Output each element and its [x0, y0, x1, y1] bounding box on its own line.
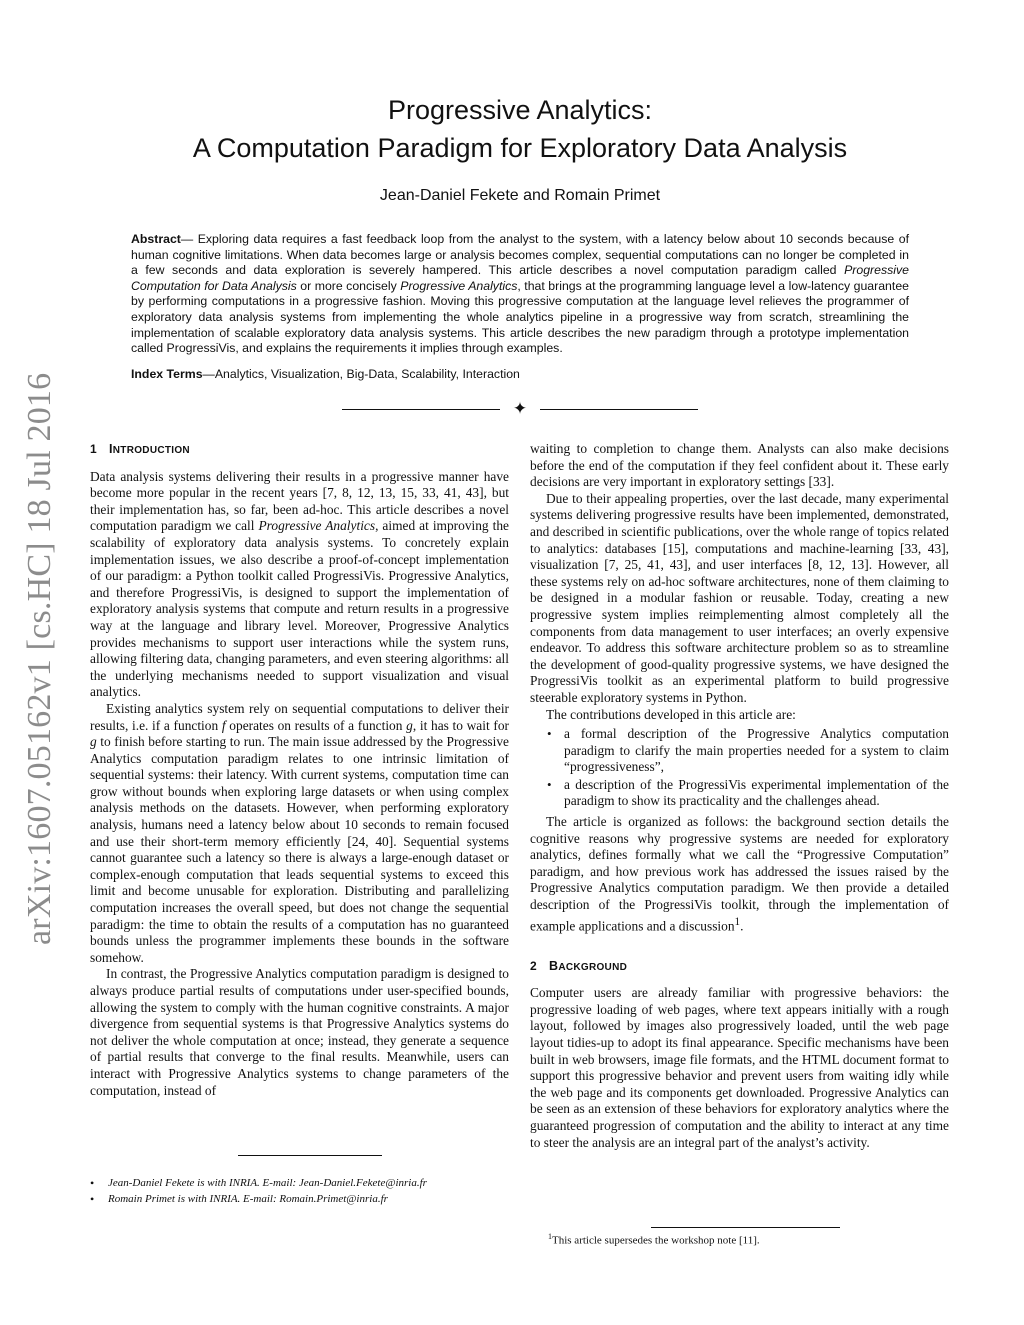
paragraph-text: Existing analytics system rely on sequential computations to deliver their results, i.e. if a function	[90, 700, 509, 733]
paragraph: In contrast, the Progressive Analytics computation paradigm is designed to always produce partial results of computations under user-specified bounds, allowing the system to comply with the human cognitive constraints. A major divergence from sequential systems is that Progressive Analytics systems do not deliver the whole computation at once; instead, they generate a sequence of partial results that converge to the final results. Meanwhile, users can interact with Progressive Analytics systems to change parameters of the computation, instead of	[90, 966, 509, 1098]
affiliation-footnote: • Jean-Daniel Fekete is with INRIA. E-mail: Jean-Daniel.Fekete@inria.fr	[90, 1175, 509, 1191]
section-divider	[342, 401, 698, 419]
left-column	[90, 441, 509, 1099]
paper-title-line-2: A Computation Paradigm for Exploratory Data Analysis	[192, 133, 848, 163]
paragraph-text: to finish before starting to run. The main issue addressed by the Progressive Analytics computation paradigm relates to one intrinsic limitation of sequential systems: their latency. With current systems, computation time can grow without bounds when exploring large datasets or when using complex analysis methods on the datasets. However, when performing exploratory analysis, humans need a latency below about 10 seconds to remain focused and use their short-term memory efficiently [24, 40]. Sequential systems cannot guarantee such a latency so there is always a large-enough dataset or complex-enough computation that leads sequential systems to exceed this limit and become unusable for exploration. Distributing and parallelizing computation increases the overall speed, but does not change the sequential paradigm: the time to obtain the results of a computation has no guaranteed bounds unless the programmer implements these bounds in the software somehow.	[90, 734, 509, 965]
footnote	[548, 1230, 760, 1248]
footnote-rule	[651, 1227, 840, 1228]
section-title-initial: B	[548, 958, 559, 973]
paragraph: Computer users are already familiar with progressive behaviors: the progressive loading of web pages, where text appears initially with a rough layout, followed by images also progressively loaded, until the web page layout tidies-up to adopt its final appearance. Specific mechanisms have been built in web browsers, image file formats, and the HTML document format to support this progressive behavior and prevent users from waiting idly while the web page and its components get downloaded. Progressive Analytics can be seen as an extension of these behaviors for exploratory analytics where the guaranteed progression of computation and the ability to interact at any time to steer the analysis are an integral part of the analyst’s activity.	[530, 985, 949, 1150]
paragraph-text: Data analysis systems delivering their results in a progressive manner have become more popular in the recent years [7, 8, 12, 13, 15, 33, 41, 43], but their implementation has, so far, been ad-hoc. This article describes a novel computation paradigm we call	[90, 468, 509, 534]
paragraph-text: , it has to wait for	[412, 717, 509, 733]
math-variable: g	[90, 734, 97, 750]
contributions-list	[530, 726, 949, 810]
arxiv-identifier-stamp: arXiv:1607.05162v1 [cs.HC] 18 Jul 2016	[21, 372, 58, 945]
abstract-emphasis: Progressive Analytics	[400, 278, 518, 293]
paragraph-text: , aimed at improving the scalability of exploratory data analysis systems. To concretely explain implementation issues, we also describe a proof-of-concept implementation of our paradigm: a Python toolkit called ProgressiVis. Progressive Analytics, and therefore ProgressiVis, is designed to support the implementation of exploratory analysis systems that compute and return results in a progressive way at the language and library level. Moreover, Progressive Analytics provides mechanisms to support user interactions while the system runs, allowing filtering data, changing parameters, and even steering algorithms: all the underlying mechanisms needed to support visualization and visual analytics.	[90, 518, 510, 700]
divider-rule-left	[342, 409, 500, 410]
abstract-text: Exploring data requires a fast feedback loop from the analyst to the system, with a latency below about 10 seconds because of human cognitive limitations. When data becomes large or analysis becomes complex, sequential computations can no longer be completed in a few seconds and data exploration is severely hampered. This article describes a novel computation paradigm called	[131, 232, 910, 278]
list-item: • a formal description of the Progressive Analytics computation paradigm to clarify the main properties needed for a system to claim “progressiveness”,	[530, 726, 949, 776]
section-number: 2	[530, 958, 537, 973]
affiliation-footnote: • Romain Primet is with INRIA. E-mail: Romain.Primet@inria.fr	[90, 1191, 509, 1207]
paper-title-line-1: Progressive Analytics:	[387, 95, 653, 125]
divider-diamond-icon: ✦	[512, 399, 528, 418]
math-variable: f	[221, 717, 226, 733]
section-number: 1	[90, 442, 97, 456]
paragraph	[90, 469, 509, 701]
affiliation-footnotes	[90, 1175, 509, 1207]
paper-title	[0, 91, 1024, 167]
footnote-rule	[238, 1155, 382, 1156]
divider-rule-right	[540, 409, 698, 410]
abstract-text: or more concisely	[296, 278, 401, 293]
section-title-rest: ACKGROUND	[558, 961, 628, 973]
index-terms-label: Index Terms	[131, 367, 203, 381]
paragraph	[90, 701, 509, 967]
abstract-label: Abstract	[131, 232, 181, 246]
paragraph-text: operates on results of a function	[225, 717, 407, 733]
section-heading-background	[530, 958, 949, 977]
author-list: Jean-Daniel Fekete and Romain Primet	[379, 187, 661, 204]
footnote-marker: 1	[548, 1232, 552, 1241]
paragraph: waiting to completion to change them. Analysts can also make decisions before the end of the computation if they feel confident about it. These early decisions are very important in exploratory settings [33].	[530, 441, 949, 490]
paragraph	[530, 814, 949, 935]
section-title-rest: NTRODUCTION	[112, 445, 190, 456]
abstract-block	[131, 232, 909, 357]
footnote-text: This article supersedes the workshop note [11].	[552, 1234, 760, 1247]
footnote-marker: 1	[734, 915, 741, 928]
section-title-initial: I	[108, 442, 113, 456]
math-variable: g	[406, 717, 413, 733]
abstract-emphasis: Progressive Computation for Data Analysis	[131, 263, 909, 293]
right-column	[530, 441, 949, 1151]
section-heading-introduction	[90, 441, 509, 460]
index-terms	[131, 366, 909, 382]
paragraph-text: .	[740, 918, 744, 934]
paragraph: Due to their appealing properties, over the last decade, many experimental systems delivering progressive results have been implemented, demonstrated, and described in scientific publications, over the whole range of topics related to analytics: databases [15], computations and machine-learning [33, 43], visualization [7, 25, 41, 43], and user interfaces [8, 12, 13]. However, all these systems rely on ad-hoc software architectures, none of them claiming to be designed in a modular fashion or reusable. Today, creating a new progressive system implies reimplementing almost completely all the components from data management to user interfaces; an overly expensive endeavor. To address this software architecture problem so as to streamline the development of good-quality progressive systems, we have designed the ProgressiVis toolkit as an experimental platform to build progressive steerable exploratory systems in Python.	[530, 490, 949, 705]
paragraph: The contributions developed in this article are:	[546, 706, 796, 722]
index-terms-text: —Analytics, Visualization, Big-Data, Scalability, Interaction	[202, 367, 520, 381]
paragraph-text: The article is organized as follows: the background section details the cognitive reasons why progressive systems are needed for exploratory analytics, defines formally what we call the “Progressive Computation” paradigm, and how previous work has addressed the issues raised by the Progressive Analytics computation paradigm. We then provide a detailed description of the ProgressiVis toolkit, through the implementation of example applications and a discussion	[530, 814, 949, 934]
emphasis-text: Progressive Analytics	[258, 518, 376, 534]
list-item: • a description of the ProgressiVis experimental implementation of the paradigm to show its practicality and the challenges ahead.	[530, 777, 949, 810]
abstract-separator: —	[180, 232, 198, 246]
abstract-text: , that brings at the programming language level a low-latency guarantee by performing computations in a progressive fashion. Moving this progressive computation at the language level relieves the programmer of exploratory data analysis systems from implementing the whole analytics pipeline in a progressive way from scratch, streamlining the implementation of scalable exploratory data analysis systems. This article describes the new paradigm through a prototype implementation called ProgressiVis, and explains the requirements it implies through examples.	[131, 278, 909, 356]
